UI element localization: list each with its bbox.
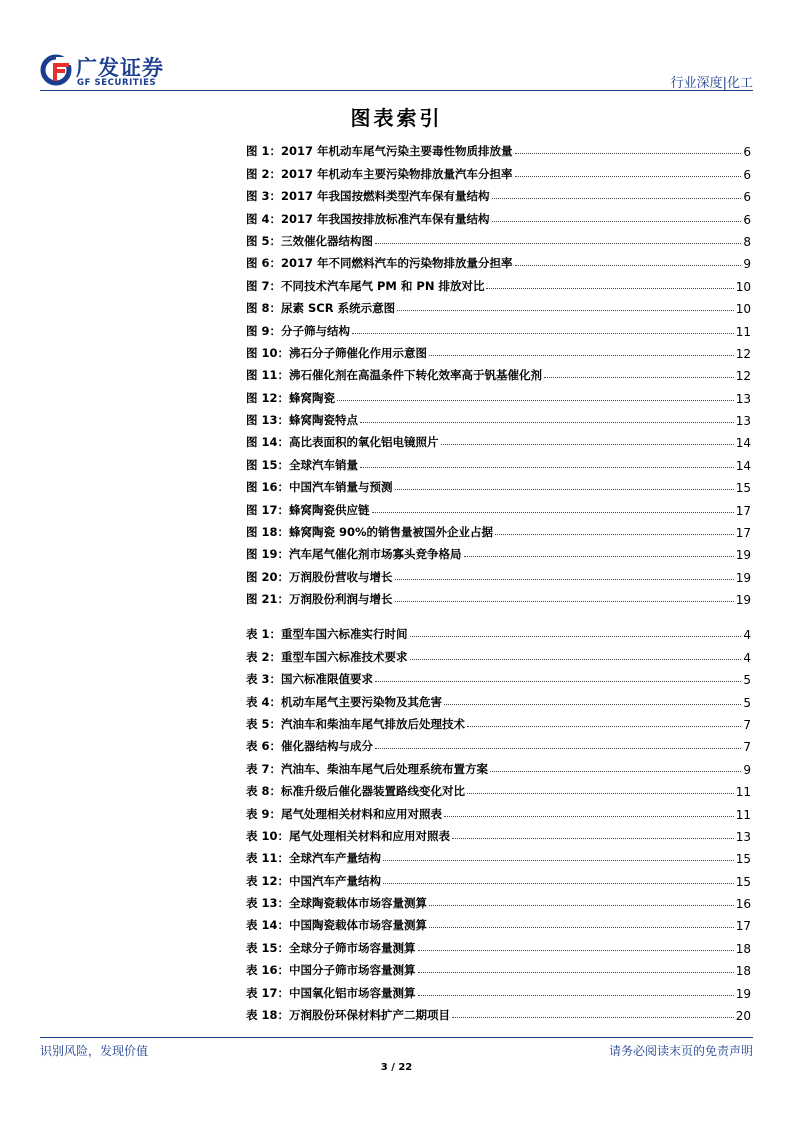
dot-leader xyxy=(492,221,742,222)
footer-disclaimer-note: 请务必阅读末页的免责声明 xyxy=(608,1044,753,1058)
figure-index-entry-label: 图 15：全球汽车销量 xyxy=(246,457,359,472)
dot-leader xyxy=(452,1017,734,1018)
figure-index-entry-page: 11 xyxy=(735,324,751,339)
figure-index-entry[interactable] xyxy=(246,249,751,271)
figure-index-entry-page: 14 xyxy=(735,458,751,473)
logo-chinese-name: 广发证券 xyxy=(76,56,164,80)
figure-index-entry-page: 19 xyxy=(735,570,751,585)
table-index-entry[interactable] xyxy=(246,732,751,754)
dot-leader xyxy=(375,748,741,749)
dot-leader xyxy=(452,838,734,839)
figure-index-entry-page: 8 xyxy=(743,234,751,249)
figure-index-entry-page: 14 xyxy=(735,436,751,451)
table-index-entry[interactable] xyxy=(246,687,751,709)
table-index-entry-page: 9 xyxy=(743,762,751,777)
figure-index-entry-page: 10 xyxy=(735,302,751,317)
figure-index-entry-label: 图 19：汽车尾气催化剂市场寡头竞争格局 xyxy=(246,547,462,562)
figure-index-entry[interactable] xyxy=(246,540,751,562)
figure-index-entry[interactable] xyxy=(246,383,751,405)
dot-leader xyxy=(383,883,734,884)
dot-leader xyxy=(490,771,741,772)
dot-leader xyxy=(418,995,734,996)
table-index-entry[interactable] xyxy=(246,710,751,732)
dot-leader xyxy=(515,153,742,154)
figure-index-entry[interactable] xyxy=(246,495,751,517)
dot-leader xyxy=(360,467,734,468)
dot-leader xyxy=(410,659,742,660)
figure-index-entry-page: 19 xyxy=(735,548,751,563)
table-index-entry-label: 表 18：万润股份环保材料扩产二期项目 xyxy=(246,1008,451,1023)
figure-index-entry[interactable] xyxy=(246,585,751,607)
dot-leader xyxy=(429,355,734,356)
figure-index-entry-label: 图 18：蜂窝陶瓷 90%的销售量被国外企业占据 xyxy=(246,525,494,540)
table-index-entry[interactable] xyxy=(246,933,751,955)
table-index-entry[interactable] xyxy=(246,844,751,866)
figure-index-entry[interactable] xyxy=(246,182,751,204)
table-index-entry-page: 4 xyxy=(743,628,751,643)
table-index-entry-page: 4 xyxy=(743,650,751,665)
table-index-entry-label: 表 16：中国分子筛市场容量测算 xyxy=(246,963,416,978)
dot-leader xyxy=(464,556,734,557)
dot-leader xyxy=(441,444,734,445)
dot-leader xyxy=(429,905,734,906)
table-index-entry-page: 20 xyxy=(735,1009,751,1024)
dot-leader xyxy=(337,400,734,401)
page-header xyxy=(40,50,753,94)
dot-leader xyxy=(375,243,741,244)
table-index-entry-page: 18 xyxy=(735,941,751,956)
table-index-entry-page: 7 xyxy=(743,717,751,732)
table-index-entry-label: 表 4：机动车尾气主要污染物及其危害 xyxy=(246,694,443,709)
table-index-entry[interactable] xyxy=(246,642,751,664)
table-index-entry-page: 11 xyxy=(735,807,751,822)
table-index-entry-page: 13 xyxy=(735,829,751,844)
figure-index-entry-label: 图 17：蜂窝陶瓷供应链 xyxy=(246,502,370,517)
table-index-entry[interactable] xyxy=(246,822,751,844)
table-index-list xyxy=(246,620,751,1023)
figure-index-entry-label: 图 4：2017 年我国按排放标准汽车保有量结构 xyxy=(246,211,490,226)
table-index-entry[interactable] xyxy=(246,754,751,776)
figure-index-entry-label: 图 2：2017 年机动车主要污染物排放量汽车分担率 xyxy=(246,166,513,181)
figure-index-entry-label: 图 9：分子筛与结构 xyxy=(246,323,351,338)
table-index-entry-label: 表 1：重型车国六标准实行时间 xyxy=(246,627,408,642)
figure-index-entry-label: 图 7：不同技术汽车尾气 PM 和 PN 排放对比 xyxy=(246,278,485,293)
dot-leader xyxy=(444,816,734,817)
figure-index-entry[interactable] xyxy=(246,316,751,338)
table-index-entry-label: 表 13：全球陶瓷载体市场容量测算 xyxy=(246,896,428,911)
figure-index-entry-page: 6 xyxy=(743,167,751,182)
figure-index-entry-label: 图 8：尿素 SCR 系统示意图 xyxy=(246,301,396,316)
figure-index-entry[interactable] xyxy=(246,227,751,249)
figure-index-entry-label: 图 11：沸石催化剂在高温条件下转化效率高于钒基催化剂 xyxy=(246,368,543,383)
figure-index-entry-page: 17 xyxy=(735,503,751,518)
table-index-entry-label: 表 9：尾气处理相关材料和应用对照表 xyxy=(246,806,443,821)
figure-index-entry[interactable] xyxy=(246,294,751,316)
table-index-entry[interactable] xyxy=(246,956,751,978)
figure-index-entry-label: 图 6：2017 年不同燃料汽车的污染物排放量分担率 xyxy=(246,256,513,271)
dot-leader xyxy=(467,726,741,727)
figure-index-entry[interactable] xyxy=(246,473,751,495)
figure-index-entry-label: 图 5：三效催化器结构图 xyxy=(246,233,374,248)
figure-index-entry-label: 图 16：中国汽车销量与预测 xyxy=(246,480,393,495)
figure-index-entry[interactable] xyxy=(246,428,751,450)
table-index-entry[interactable] xyxy=(246,889,751,911)
dot-leader xyxy=(492,198,742,199)
table-index-entry-page: 5 xyxy=(743,673,751,688)
figure-index-entry-label: 图 12：蜂窝陶瓷 xyxy=(246,390,336,405)
table-index-entry[interactable] xyxy=(246,799,751,821)
figure-index-list xyxy=(246,137,751,607)
dot-leader xyxy=(515,176,742,177)
table-index-entry-page: 15 xyxy=(735,874,751,889)
figure-index-entry-page: 19 xyxy=(735,593,751,608)
table-index-entry-page: 11 xyxy=(735,785,751,800)
table-index-entry[interactable] xyxy=(246,777,751,799)
figure-index-entry-label: 图 14：高比表面积的氧化铝电镜照片 xyxy=(246,435,439,450)
table-index-entry[interactable] xyxy=(246,620,751,642)
logo-english-name: GF SECURITIES xyxy=(77,78,157,88)
table-index-entry-label: 表 2：重型车国六标准技术要求 xyxy=(246,649,408,664)
table-index-entry-label: 表 11：全球汽车产量结构 xyxy=(246,851,382,866)
table-index-entry[interactable] xyxy=(246,1001,751,1023)
figure-index-entry-page: 17 xyxy=(735,526,751,541)
dot-leader xyxy=(429,927,734,928)
figure-index-entry-page: 13 xyxy=(735,414,751,429)
table-index-entry-page: 15 xyxy=(735,852,751,867)
dot-leader xyxy=(418,972,734,973)
figure-index-entry[interactable] xyxy=(246,339,751,361)
table-index-entry-label: 表 8：标准升级后催化器装置路线变化对比 xyxy=(246,784,466,799)
figure-index-entry[interactable] xyxy=(246,137,751,159)
dot-leader xyxy=(395,579,734,580)
dot-leader xyxy=(360,422,734,423)
dot-leader xyxy=(372,512,734,513)
figure-index-entry[interactable] xyxy=(246,159,751,181)
industry-label: 行业深度|化工 xyxy=(670,76,753,91)
table-index-entry[interactable] xyxy=(246,665,751,687)
table-index-entry-page: 5 xyxy=(743,695,751,710)
figure-index-entry-page: 10 xyxy=(735,279,751,294)
gf-securities-logo xyxy=(40,50,220,92)
table-index-entry-label: 表 12：中国汽车产量结构 xyxy=(246,873,382,888)
figure-index-entry-page: 15 xyxy=(735,481,751,496)
footer-divider xyxy=(40,1037,753,1038)
table-index-entry-label: 表 7：汽油车、柴油车尾气后处理系统布置方案 xyxy=(246,761,489,776)
figure-index-entry-page: 6 xyxy=(743,190,751,205)
table-index-entry-page: 7 xyxy=(743,740,751,755)
figure-index-entry-page: 6 xyxy=(743,212,751,227)
page-number: 3 / 22 xyxy=(380,1062,413,1073)
table-index-entry[interactable] xyxy=(246,911,751,933)
figure-index-entry[interactable] xyxy=(246,518,751,540)
figure-index-entry-label: 图 10：沸石分子筛催化作用示意图 xyxy=(246,345,428,360)
header-divider xyxy=(40,90,753,91)
table-index-entry-label: 表 3：国六标准限值要求 xyxy=(246,672,374,687)
figure-index-entry[interactable] xyxy=(246,562,751,584)
figure-index-entry-page: 9 xyxy=(743,257,751,272)
figure-index-entry-label: 图 21：万润股份利润与增长 xyxy=(246,592,393,607)
dot-leader xyxy=(395,601,734,602)
table-index-entry-label: 表 15：全球分子筛市场容量测算 xyxy=(246,940,416,955)
figure-index-entry-label: 图 1：2017 年机动车尾气污染主要毒性物质排放量 xyxy=(246,144,513,159)
figure-index-entry[interactable] xyxy=(246,361,751,383)
dot-leader xyxy=(495,534,734,535)
dot-leader xyxy=(410,636,742,637)
table-index-entry-label: 表 5：汽油车和柴油车尾气排放后处理技术 xyxy=(246,716,466,731)
footer-slogan: 识别风险，发现价值 xyxy=(40,1044,149,1058)
figure-index-entry-page: 6 xyxy=(743,145,751,160)
table-index-entry-label: 表 17：中国氧化铝市场容量测算 xyxy=(246,985,416,1000)
figure-index-entry-label: 图 13：蜂窝陶瓷特点 xyxy=(246,413,359,428)
dot-leader xyxy=(444,704,741,705)
page-title: 图表索引 xyxy=(350,106,443,130)
figure-index-entry-label: 图 20：万润股份营收与增长 xyxy=(246,569,393,584)
figure-index-entry-page: 13 xyxy=(735,391,751,406)
table-index-entry[interactable] xyxy=(246,978,751,1000)
table-index-entry-label: 表 10：尾气处理相关材料和应用对照表 xyxy=(246,828,451,843)
table-index-entry-page: 17 xyxy=(735,919,751,934)
table-index-entry[interactable] xyxy=(246,866,751,888)
figure-index-entry-page: 12 xyxy=(735,369,751,384)
dot-leader xyxy=(397,310,734,311)
dot-leader xyxy=(544,377,734,378)
dot-leader xyxy=(467,793,734,794)
dot-leader xyxy=(352,333,734,334)
figure-index-entry[interactable] xyxy=(246,271,751,293)
dot-leader xyxy=(515,265,742,266)
table-index-entry-page: 19 xyxy=(735,986,751,1001)
dot-leader xyxy=(383,860,734,861)
figure-index-entry-label: 图 3：2017 年我国按燃料类型汽车保有量结构 xyxy=(246,189,490,204)
dot-leader xyxy=(486,288,733,289)
figure-index-entry-page: 12 xyxy=(735,346,751,361)
table-index-entry-label: 表 6：催化器结构与成分 xyxy=(246,739,374,754)
table-index-entry-page: 18 xyxy=(735,964,751,979)
figure-index-entry[interactable] xyxy=(246,204,751,226)
figure-index-entry[interactable] xyxy=(246,450,751,472)
dot-leader xyxy=(375,681,741,682)
table-index-entry-page: 16 xyxy=(735,897,751,912)
table-index-entry-label: 表 14：中国陶瓷载体市场容量测算 xyxy=(246,918,428,933)
gf-logo-icon xyxy=(40,54,72,86)
dot-leader xyxy=(395,489,734,490)
figure-index-entry[interactable] xyxy=(246,406,751,428)
dot-leader xyxy=(418,950,734,951)
